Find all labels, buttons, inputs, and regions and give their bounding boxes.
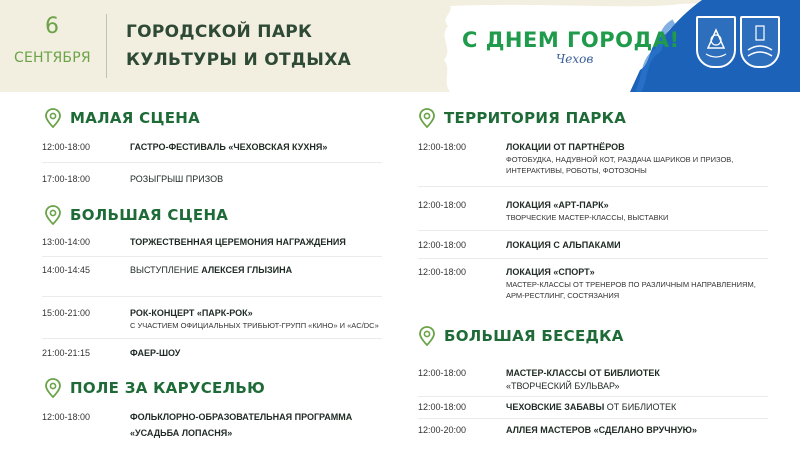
location-pin-icon (418, 108, 436, 128)
row-title: РОЗЫГРЫШ ПРИЗОВ (130, 174, 224, 184)
location-pin-icon (418, 326, 436, 346)
row-subtitle: ТВОРЧЕСКИЕ МАСТЕР-КЛАССЫ, ВЫСТАВКИ (506, 213, 669, 222)
greeting-text: С ДНЕМ ГОРОДА! (462, 28, 680, 52)
city-emblem-icon (740, 16, 780, 68)
park-title (126, 18, 351, 74)
row-time: 15:00-21:00 (42, 308, 91, 318)
row-title: МАСТЕР-КЛАССЫ ОТ БИБЛИОТЕК (506, 368, 660, 378)
location-pin-icon (44, 378, 62, 398)
row-divider (42, 338, 382, 339)
section-title: МАЛАЯ СЦЕНА (70, 109, 201, 127)
row-divider (418, 418, 768, 419)
section-title: БОЛЬШАЯ СЦЕНА (70, 206, 229, 224)
section-title: ТЕРРИТОРИЯ ПАРКА (444, 109, 627, 127)
row-subtitle: ФОТОБУДКА, НАДУВНОЙ КОТ, РАЗДАЧА ШАРИКОВ И ПРИЗОВ, (506, 155, 734, 164)
row-title-line2: «УСАДЬБА ЛОПАСНЯ» (130, 428, 233, 438)
row-time: 12:00-18:00 (418, 240, 467, 250)
row-title: АЛЛЕЯ МАСТЕРОВ «СДЕЛАНО ВРУЧНУЮ» (506, 425, 697, 435)
row-time: 12:00-18:00 (418, 142, 467, 152)
row-title-line2: «ТВОРЧЕСКИЙ БУЛЬВАР» (506, 381, 620, 391)
park-title-line2: КУЛЬТУРЫ И ОТДЫХА (126, 50, 352, 70)
row-subtitle: С УЧАСТИЕМ ОФИЦИАЛЬНЫХ ТРИБЬЮТ-ГРУПП «КИНО» И «AC/DC» (130, 321, 379, 330)
location-pin-icon (44, 108, 62, 128)
row-title-prefix: ВЫСТУПЛЕНИЕ (130, 265, 202, 275)
row-time: 14:00-14:45 (42, 265, 91, 275)
location-pin-icon (44, 205, 62, 225)
row-title: ЛОКАЦИИ ОТ ПАРТНЁРОВ (506, 142, 625, 152)
section-big-gazebo (418, 326, 624, 346)
row-title: ФОЛЬКЛОРНО-ОБРАЗОВАТЕЛЬНАЯ ПРОГРАММА (130, 412, 353, 422)
row-time: 12:00-18:00 (42, 412, 91, 422)
row-title (130, 265, 292, 275)
row-time: 12:00-18:00 (42, 142, 91, 152)
row-title: ЛОКАЦИЯ С АЛЬПАКАМИ (506, 240, 621, 250)
row-title-suffix: ОТ БИБЛИОТЕК (604, 402, 677, 412)
row-time: 21:00-21:15 (42, 348, 91, 358)
row-subtitle: МАСТЕР-КЛАССЫ ОТ ТРЕНЕРОВ ПО РАЗЛИЧНЫМ НАПРАВЛЕНИЯМ, (506, 280, 756, 289)
coat-of-arms-icon (696, 16, 736, 68)
row-title: ФАЕР-ШОУ (130, 348, 181, 358)
section-big-stage (44, 205, 228, 225)
row-divider (42, 162, 382, 163)
section-small-stage (44, 108, 200, 128)
row-time: 13:00-14:00 (42, 237, 91, 247)
row-title: РОК-КОНЦЕРТ «ПАРК-РОК» (130, 308, 253, 318)
row-time: 12:00-20:00 (418, 425, 467, 435)
park-title-line1: ГОРОДСКОЙ ПАРК (126, 22, 313, 42)
date-day: 6 (45, 14, 59, 39)
section-park-territory (418, 108, 626, 128)
date-month: СЕНТЯБРЯ (14, 50, 91, 66)
row-subtitle-line2: ИНТЕРАКТИВЫ, РОБОТЫ, ФОТОЗОНЫ (506, 166, 647, 175)
row-title-bold: ЧЕХОВСКИЕ ЗАБАВЫ (506, 402, 605, 412)
row-divider (418, 230, 768, 231)
row-time: 12:00-18:00 (418, 402, 467, 412)
header-band (0, 0, 800, 92)
row-time: 12:00-18:00 (418, 200, 467, 210)
row-time: 12:00-18:00 (418, 368, 467, 378)
row-time: 12:00-18:00 (418, 267, 467, 277)
row-title (506, 402, 676, 412)
row-title: ТОРЖЕСТВЕННАЯ ЦЕРЕМОНИЯ НАГРАЖДЕНИЯ (130, 237, 346, 247)
row-divider (418, 258, 768, 259)
row-divider (418, 396, 768, 397)
row-subtitle-line2: АРМ-РЕСТЛИНГ, СОСТЯЗАНИЯ (506, 291, 620, 300)
row-divider (418, 186, 768, 187)
section-field (44, 378, 265, 398)
row-divider (42, 256, 382, 257)
row-divider (42, 296, 382, 297)
row-title-bold: АЛЕКСЕЯ ГЛЫЗИНА (201, 265, 293, 275)
header-divider (106, 14, 107, 78)
row-title: ЛОКАЦИЯ «СПОРТ» (506, 267, 595, 277)
section-title: ПОЛЕ ЗА КАРУСЕЛЬЮ (70, 379, 266, 397)
row-title: ЛОКАЦИЯ «АРТ-ПАРК» (506, 200, 609, 210)
section-title: БОЛЬШАЯ БЕСЕДКА (444, 327, 624, 345)
row-time: 17:00-18:00 (42, 174, 91, 184)
city-script: Чехов (556, 52, 594, 66)
row-title: ГАСТРО-ФЕСТИВАЛЬ «ЧЕХОВСКАЯ КУХНЯ» (130, 142, 328, 152)
